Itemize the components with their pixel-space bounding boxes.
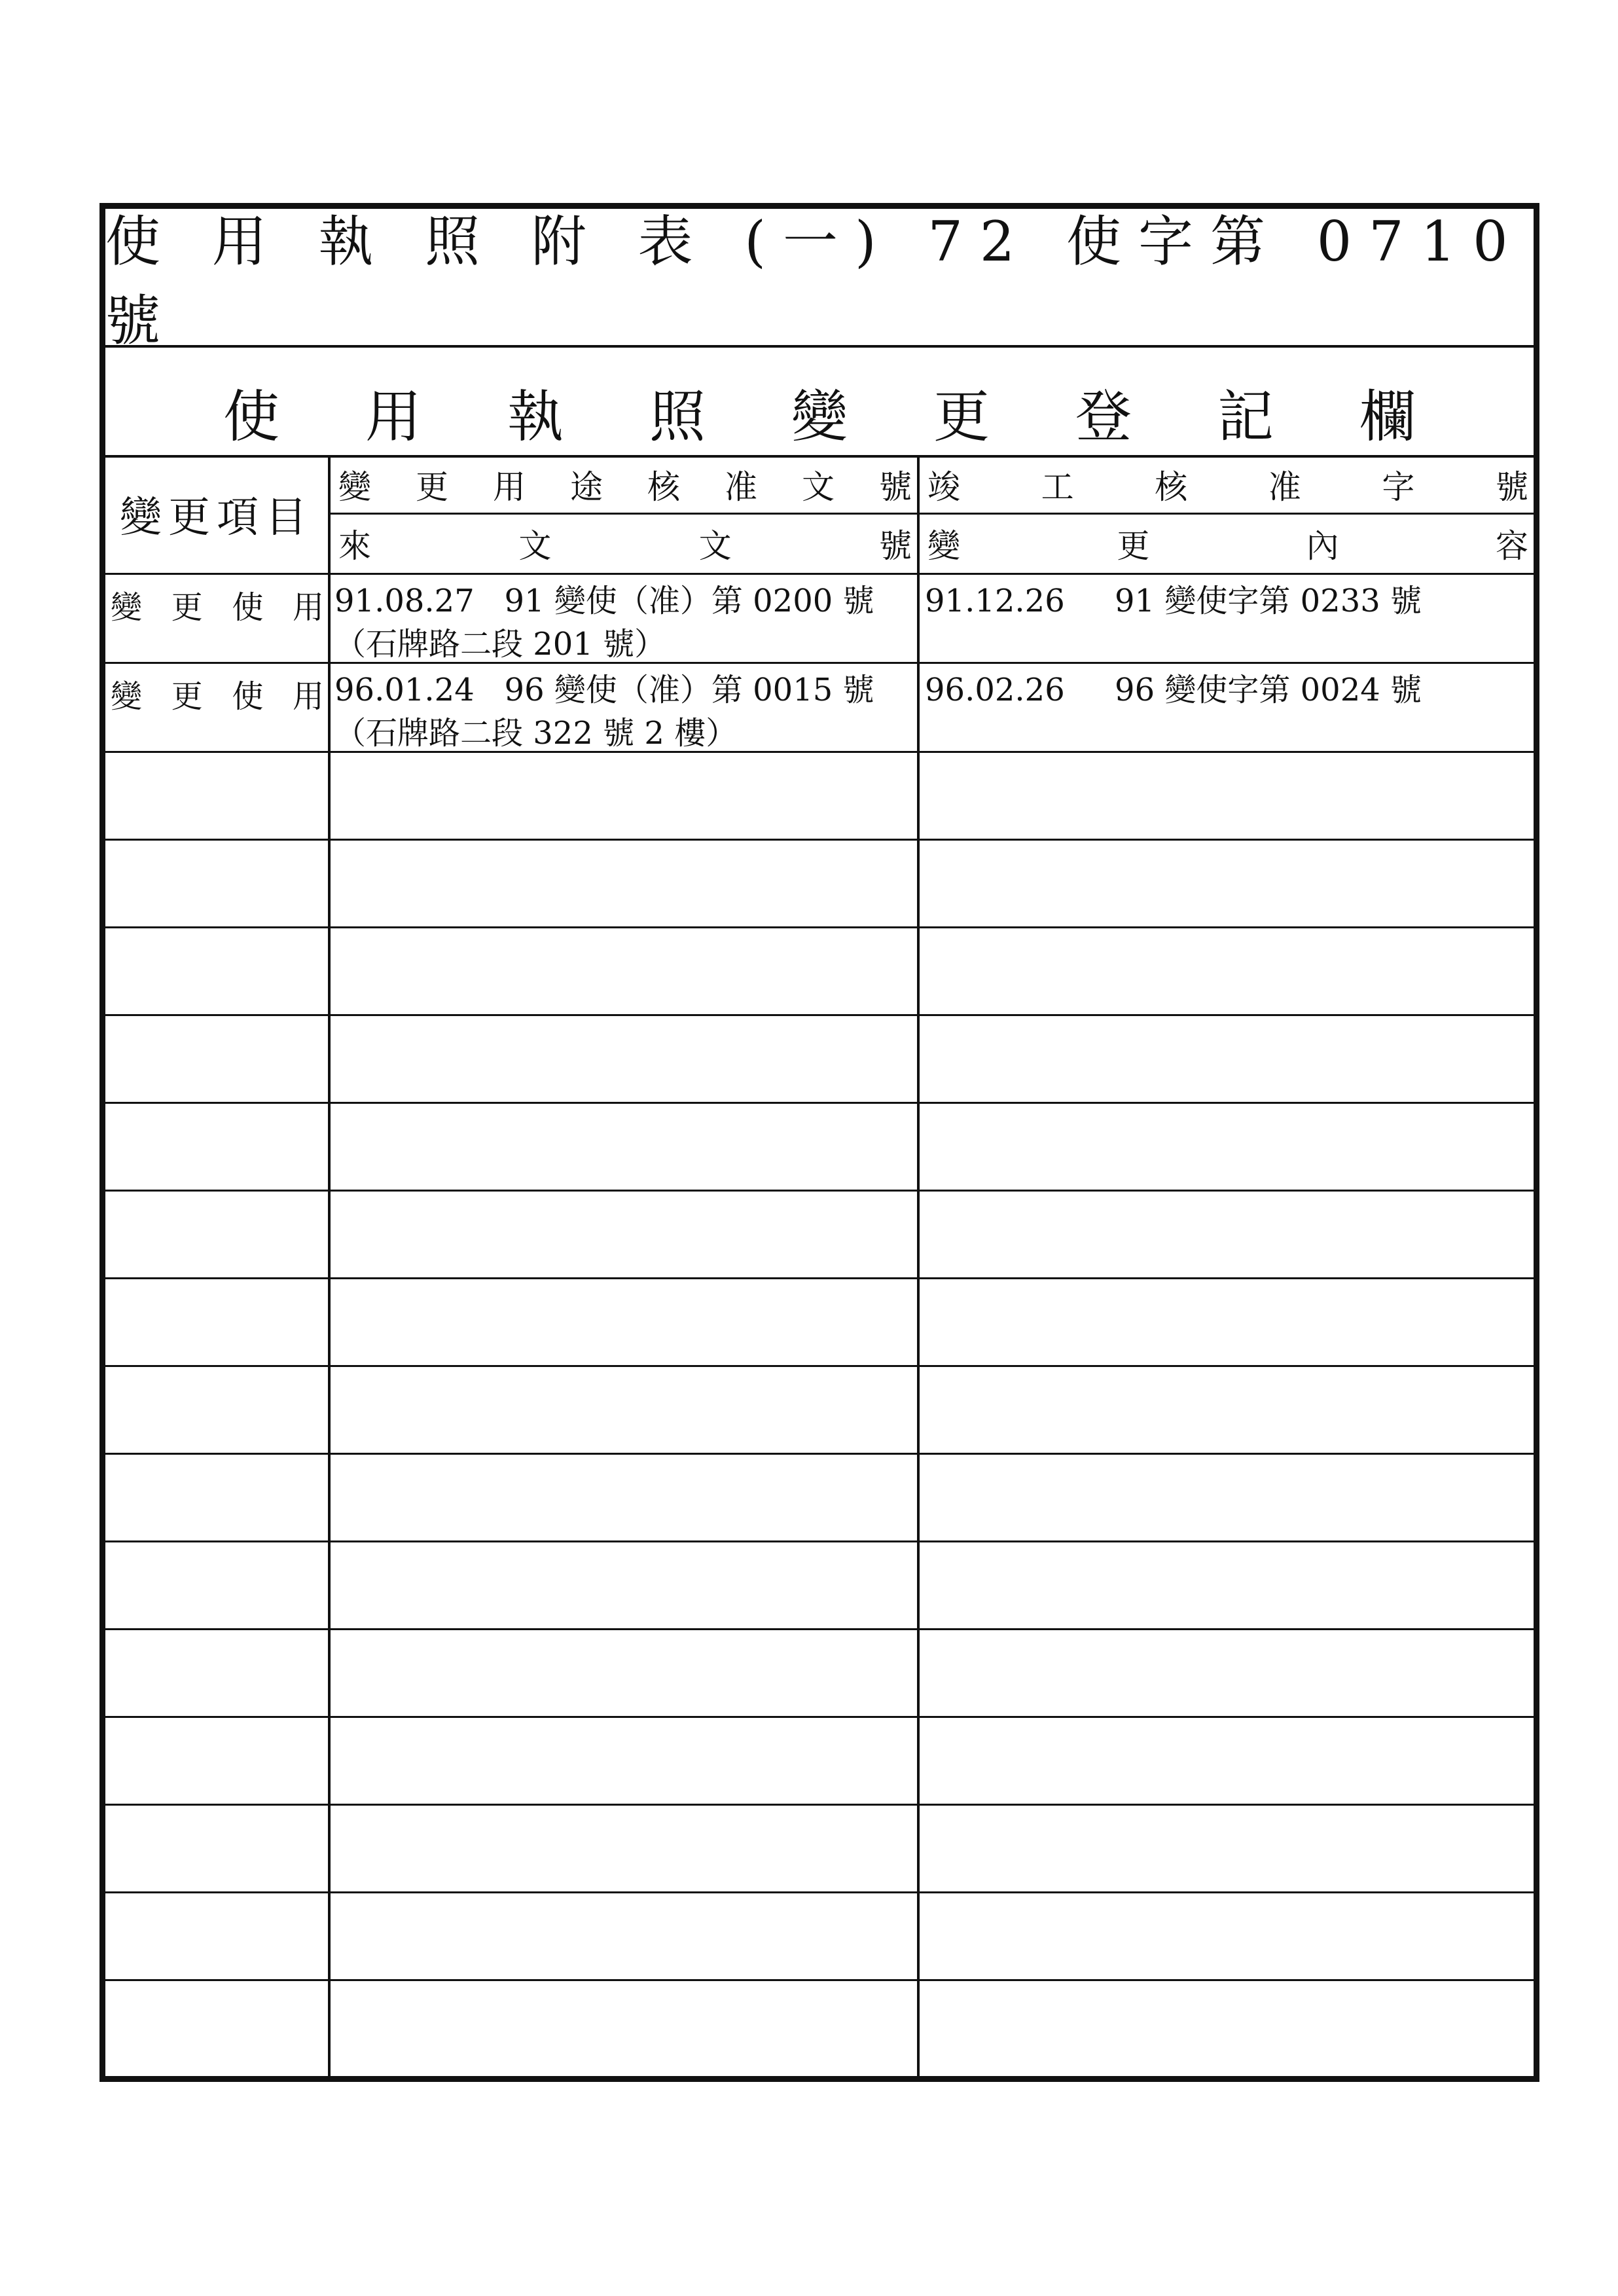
header-char: 工 <box>1041 468 1074 506</box>
subtitle-char: 記 <box>1217 384 1274 450</box>
header-char: 文 <box>698 527 732 565</box>
subtitle-char: 用 <box>365 384 422 450</box>
header-char: 號 <box>879 468 912 506</box>
empty-table-row <box>105 1540 1534 1630</box>
header-item-label: 變更項目 <box>120 494 314 542</box>
row-item <box>111 582 324 627</box>
row-completion-doc: 96.02.26 96 變使字第 0024 號 <box>925 672 1422 708</box>
header-char: 核 <box>1155 468 1188 506</box>
subtitle-char: 登 <box>1075 384 1132 450</box>
header-char: 文 <box>802 468 835 506</box>
header-char: 竣 <box>927 468 960 506</box>
table-header <box>105 455 1534 575</box>
form-title: 使 用 執 照 附 表 (一) 72 使字第 0710 號 <box>105 210 1525 353</box>
header-mid-top <box>333 455 917 514</box>
header-char: 准 <box>1268 468 1301 506</box>
header-right-bottom <box>922 514 1534 573</box>
empty-table-row <box>105 1190 1534 1279</box>
header-char: 變 <box>927 527 960 565</box>
header-mid-bottom <box>333 514 917 573</box>
header-char: 用 <box>493 468 526 506</box>
header-char: 來 <box>338 527 371 565</box>
item-char: 用 <box>292 589 324 626</box>
item-char: 使 <box>232 678 264 715</box>
row-item <box>111 671 324 716</box>
empty-table-row <box>105 1277 1534 1367</box>
header-right-top <box>922 455 1534 514</box>
header-char: 核 <box>647 468 680 506</box>
empty-table-row <box>105 1014 1534 1104</box>
row-approval-doc: 91.08.27 91 變使（准）第 0200 號 （石牌路二段 201 號） <box>334 583 874 663</box>
header-char: 號 <box>878 527 912 565</box>
subtitle-char: 變 <box>791 384 848 450</box>
subtitle-char: 更 <box>933 384 990 450</box>
subtitle-char: 執 <box>507 384 564 450</box>
item-char: 變 <box>111 589 143 626</box>
empty-table-row <box>105 1628 1534 1718</box>
empty-table-row <box>105 1365 1534 1455</box>
subtitle <box>223 371 1416 452</box>
subtitle-char: 照 <box>649 384 706 450</box>
header-char: 更 <box>1117 527 1150 565</box>
header-char: 變 <box>338 468 371 506</box>
row-approval-doc: 96.01.24 96 變使（准）第 0015 號 （石牌路二段 322 號 2 樓） <box>334 672 874 752</box>
empty-table-row <box>105 1453 1534 1542</box>
empty-table-row <box>105 751 1534 841</box>
header-char: 號 <box>1495 468 1528 506</box>
header-char: 文 <box>518 527 552 565</box>
form-frame <box>99 203 1539 2082</box>
form-title-row <box>105 209 1534 353</box>
subtitle-row <box>105 345 1534 458</box>
header-char: 途 <box>570 468 603 506</box>
empty-table-row <box>105 1102 1534 1192</box>
item-char: 更 <box>171 678 203 715</box>
empty-table-row <box>105 1891 1534 1981</box>
item-char: 使 <box>232 589 264 626</box>
header-char: 准 <box>725 468 757 506</box>
empty-table-row <box>105 926 1534 1016</box>
empty-table-row <box>105 839 1534 928</box>
item-char: 更 <box>171 589 203 626</box>
item-char: 變 <box>111 678 143 715</box>
header-char: 內 <box>1306 527 1339 565</box>
subtitle-char: 欄 <box>1359 384 1416 450</box>
row-completion-doc: 91.12.26 91 變使字第 0233 號 <box>925 583 1422 619</box>
item-char: 用 <box>292 678 324 715</box>
header-char: 容 <box>1495 527 1528 565</box>
empty-table-row <box>105 1804 1534 1893</box>
header-char: 字 <box>1382 468 1415 506</box>
subtitle-char: 使 <box>223 384 279 450</box>
header-char: 更 <box>416 468 448 506</box>
registration-table <box>105 455 1534 2076</box>
empty-table-row <box>105 1979 1534 2067</box>
table-row <box>105 662 1534 753</box>
table-row <box>105 573 1534 664</box>
empty-table-row <box>105 1716 1534 1806</box>
